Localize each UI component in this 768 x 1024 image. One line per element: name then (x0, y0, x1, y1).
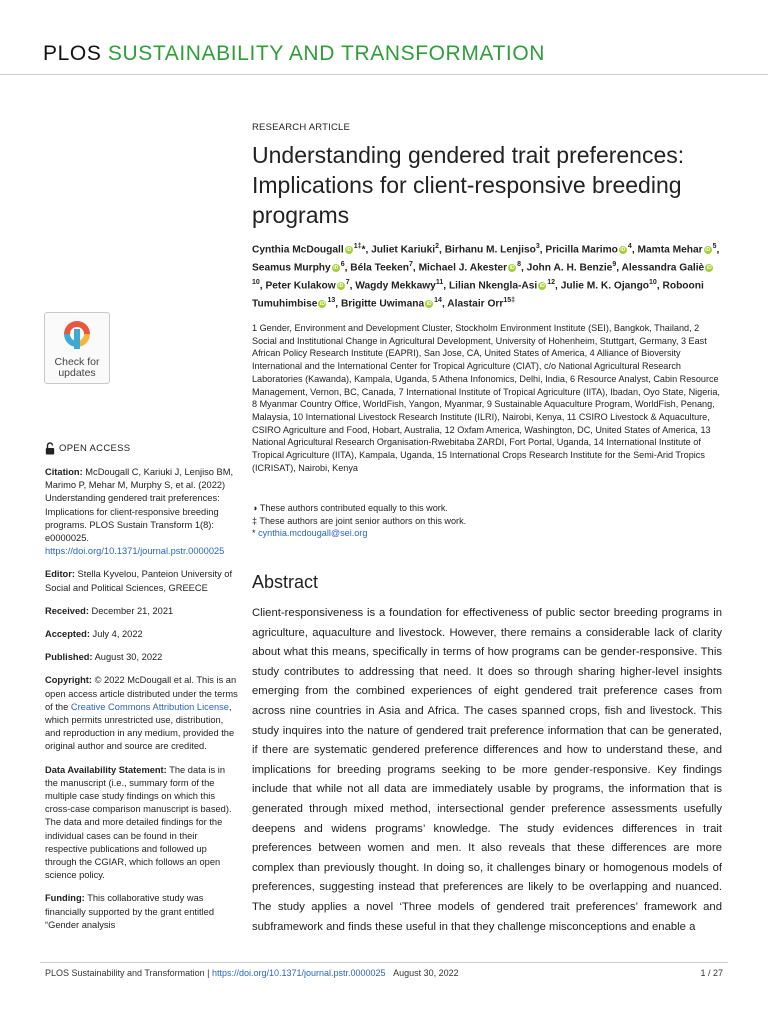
author-notes (252, 502, 722, 540)
page-number: 1 / 27 (700, 968, 723, 978)
data-availability: Data Availability Statement: The data is in the manuscript (i.e., summary form of the multiple case study findings on which this cross-case comparison manuscript is based). The data and more detailed findings for the individual cases can be found in their respective publications and followed up through the CGIAR, which follows an open science policy. (45, 764, 232, 881)
crossmark-icon (62, 319, 92, 349)
badge-line-2: updates (58, 367, 96, 379)
equal-contribution-note: ◑ These authors contributed equally to this work. (252, 503, 448, 513)
citation-doi-link[interactable]: https://doi.org/10.1371/journal.pstr.0000025 (45, 546, 225, 557)
open-access-label (45, 442, 130, 455)
orcid-icon: iD (319, 300, 325, 307)
article-sidebar (45, 466, 240, 942)
published-date: Published: August 30, 2022 (45, 652, 163, 663)
orcid-icon: iD (509, 264, 515, 271)
check-for-updates-badge[interactable] (44, 312, 110, 384)
funding: Funding: This collaborative study was financially supported by the grant entitled “Gender analysis (45, 893, 215, 930)
journal-name: SUSTAINABILITY AND TRANSFORMATION (107, 42, 546, 65)
orcid-icon: iD (338, 282, 344, 289)
orcid-icon: iD (620, 246, 626, 253)
abstract-heading: Abstract (252, 572, 319, 592)
corresponding-email: * cynthia.mcdougall@sei.org (252, 528, 368, 538)
orcid-icon: iD (539, 282, 545, 289)
footer: PLOS Sustainability and Transformation | https://doi.org/10.1371/journal.pstr.0000025 August 30, 2022 (45, 968, 459, 978)
journal-prefix: PLOS (43, 42, 102, 65)
orcid-icon: iD (333, 264, 339, 271)
orcid-icon: iD (705, 246, 711, 253)
orcid-icon: iD (706, 264, 712, 271)
orcid-icon: iD (346, 246, 352, 253)
footer-journal: PLOS Sustainability and Transformation (45, 968, 205, 978)
accepted-date: Accepted: July 4, 2022 (45, 629, 143, 640)
citation: Citation: McDougall C, Kariuki J, Lenjiso BM, Marimo P, Mehar M, Murphy S, et al. (2022) Understanding gendered trait preferences: Implications for client-responsive breeding programs. PLOS Sustain Transform 1(8): e0000025. https://doi.org/10.1371/journal.pstr.0000025 (45, 467, 234, 557)
footer-date: August 30, 2022 (393, 968, 459, 978)
badge-line-1: Check for (54, 356, 100, 368)
cc-license-link[interactable]: Creative Commons Attribution License (70, 701, 229, 712)
open-lock-icon (45, 442, 55, 455)
received-date: Received: December 21, 2021 (45, 605, 174, 616)
author-list: Cynthia McDougall iD $^{1\ddagger}$*, Juliet Kariuki$^2$, Birhanu M. Lenjiso$^3$, Pricilla Marimo iD $^4$, Mamta Mehar iD $^5$, Seamus Murphy iD $^6$, Béla Teeken$^7$, Michael J. Akester iD $^8$, John A. H. Benzie$^9$, Alessandra Galiè $iD^{10}$, Peter Kulakow iD $^7$, Wagdy Mekkawy$^{11}$, Lilian Nkengla-Asi iD $^{12}$, Julie M. K. Ojango$^{10}$, Robooni Tumuhimbise iD $^{13}$, Brigitte Uwimana iD $^{14}$, Alastair Orr$^{15\ddagger}$ (252, 243, 720, 310)
footer-doi-link[interactable]: https://doi.org/10.1371/journal.pstr.0000025 (211, 968, 386, 978)
affiliations: 1 Gender, Environment and Development Cluster, Stockholm Environment Institute (SEI), Bangkok, Thailand, 2 Social and Institutional Change in Agricultural Development, University of Hohenheim, Stuttgart, Germany, 3 East African Policy Research Institute (EAPRI), San Jose, CA, United States of America, 4 Alliance of Bioversity International and the International Center for Tropical Agriculture (CIAT), c/o National Agricultural Research Laboratories (Kawanda), Kampala, Uganda, 5 Athena Infonomics, Delhi, India, 6 Resource Analyst, Cabin Resource Management, Vernon, BC, Canada, 7 International Institute of Tropical Agriculture (IITA), Ibadan, Oyo State, Nigeria, 8 Myanmar Country Office, WorldFish, Yangon, Myanmar, 9 Sustainable Aquaculture Program, WorldFish, Penang, Malaysia, 10 International Livestock Research Institute (ILRI), Nairobi, Kenya, 11 CSIRO Livestock & Aquaculture, CSIRO Agriculture and Food, Hobart, Australia, 12 Oxfam America, Washington, DC, United States of America, 13 National Agricultural Research Organisation-Rwebitaba ZARDI, Fort Portal, Uganda, 14 International Institute of Tropical Agriculture (IITA), Kampala, Uganda, 15 International Crops Research Institute for the Semi-Arid Tropics (ICRISAT), Nairobi, Kenya (252, 323, 720, 473)
abstract-text: Client-responsiveness is a foundation for effectiveness of public sector breeding programs in agriculture, aquaculture and livestock. However, there remains a considerable lack of clarity about what this means, specifically in terms of how programs can be gender-responsive. This study contributes to addressing that need. It does so through sharing higher-level insights emerging from the combined experiences of eight gendered trait preference cases from across nine countries in Asia and Africa. The cases spanned crops, fish and livestock. This study inquires into the nature of gendered trait preference information that can be generated, if there are systematic gendered preference differences and how to understand these, and implications for breeding programs seeking to be more gender-responsive. Key findings include that while not all data are immediately usable by programs, the information that is generated through mixed method, intersectional gender preference assessments usefully deepens and widens programs’ knowledge. The study evidences differences in trait preferences between women and men. It also reveals that these differences are more complex than previously thought. In doing so, it challenges binary or homogenous models of preferences, suggesting instead that preferences are likely to be overlapping and nuanced. The study applies a novel ‘Three models of gendered trait preferences’ framework and subframework and finds these useful in that they challenge misconceptions and enable a (252, 607, 722, 933)
article-type: RESEARCH ARTICLE (252, 122, 351, 133)
copyright: Copyright: © 2022 McDougall et al. This is an open access article distributed under the terms of the Creative Commons Attribution License, which permits unrestricted use, distribution, and reproduction in any medium, provided the original author and source are credited. (45, 675, 238, 752)
article-title: Understanding gendered trait preferences: Implications for client-responsive breeding programs (252, 142, 685, 228)
journal-header (43, 42, 545, 66)
email-link[interactable]: cynthia.mcdougall@sei.org (258, 528, 368, 538)
senior-author-note: ‡ These authors are joint senior authors on this work. (252, 515, 467, 526)
open-access-text: OPEN ACCESS (59, 443, 131, 454)
footer-divider (40, 962, 728, 963)
orcid-icon: iD (426, 300, 432, 307)
editor: Editor: Stella Kyvelou, Panteion University of Social and Political Sciences, GREECE (45, 569, 233, 593)
header-divider (0, 74, 768, 75)
